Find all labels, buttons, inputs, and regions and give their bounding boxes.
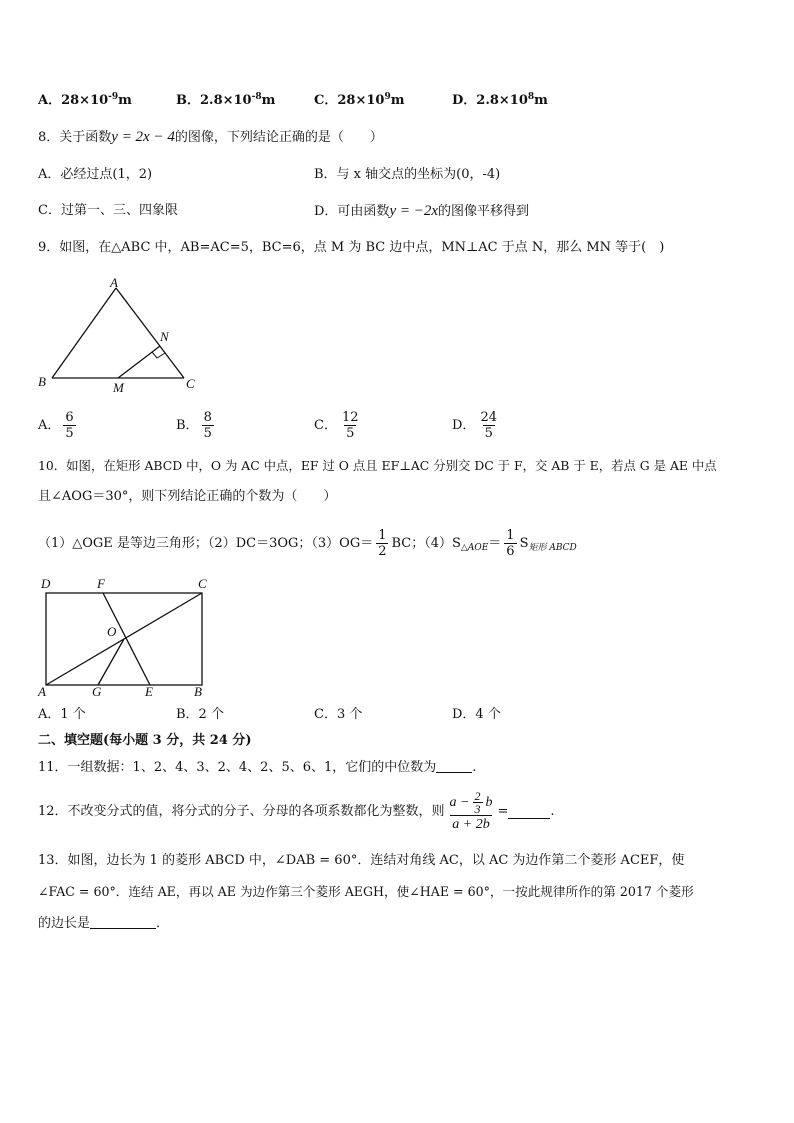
q10-label-f: F: [97, 576, 105, 591]
q7-option-c: C．$28\times 10^9m$: [314, 92, 405, 108]
q7-option-b: B．$2.8\times 10^{-8}m$: [176, 92, 276, 108]
q13-answer-blank[interactable]: [90, 916, 156, 929]
q12-fraction: a − $\frac{2}{3}$ b a + 2b: [449, 789, 493, 832]
q9-triangle-figure: [36, 276, 206, 396]
q9-option-c: C． $\frac{12}{5}$: [314, 410, 359, 441]
q9-option-b: B． $\frac{8}{5}$: [176, 410, 212, 441]
q10-stem-line2: 且∠AOG＝30°，则下列结论正确的个数为（ ）: [38, 489, 337, 504]
q9-label-c: C: [186, 376, 195, 391]
q9-label-a: A: [110, 276, 118, 290]
q10-label-d: D: [41, 576, 51, 591]
q10-label-g: G: [92, 684, 102, 699]
q10-option-a: A．1 个: [38, 707, 86, 722]
q13-stem-line3: 的边长是 ．: [38, 916, 170, 931]
q10-option-d: D．4 个: [452, 707, 501, 722]
q8-option-c: C．过第一、三、四象限: [38, 203, 178, 218]
q7-option-a: A．$28\times 10^{-9}m$: [38, 92, 132, 108]
q11-stem: 11．一组数据：1、2、4、3、2、4、2、5、6、1，它们的中位数为 .: [38, 760, 477, 775]
q13-stem-line2: ∠FAC = 60°．连结 AE，再以 AE 为边作第三个菱形 AEGH，使∠HAE = 60°，一按此规律所作的第 2017 个菱形: [38, 884, 694, 899]
q10-option-b: B．2 个: [176, 707, 224, 722]
q10-label-c: C: [198, 576, 207, 591]
q10-rectangle-figure: [36, 574, 216, 700]
q10-label-o: O: [107, 624, 117, 639]
q8-option-a: A．必经过点(1，2): [38, 167, 153, 182]
q9-option-d: D． $\frac{24}{5}$: [452, 410, 497, 441]
section-heading-fill-in: 二、填空题(每小题 3 分，共 24 分): [38, 733, 252, 748]
q8-option-d: D．可由函数y = −2x的图像平移得到: [314, 203, 530, 219]
q10-label-b: B: [194, 684, 202, 699]
q9-option-a: A． $\frac{6}{5}$: [38, 410, 74, 441]
q12-stem: 12．不改变分式的值，将分式的分子、分母的各项系数都化为整数，则 a − $\frac{2}{3}$ b a + 2b = .: [38, 789, 555, 832]
q8-stem: 8．关于函数y = 2x − 4的图像，下列结论正确的是（ ）: [38, 129, 383, 145]
q10-stem-line1: 10．如图，在矩形 ABCD 中，O 为 AC 中点，EF 过 O 点且 EF⊥AC 分别交 DC 于 F，交 AB 于 E，若点 G 是 AE 中点: [38, 458, 717, 473]
q8-option-b: B．与 x 轴交点的坐标为(0，-4): [314, 167, 501, 182]
q11-answer-blank[interactable]: [436, 760, 472, 773]
q10-option-c: C．3 个: [314, 707, 363, 722]
q13-stem-line1: 13．如图，边长为 1 的菱形 ABCD 中，∠DAB = 60°．连结对角线 AC，以 AC 为边作第二个菱形 ACEF，使: [38, 853, 685, 868]
q12-answer-blank[interactable]: [508, 806, 550, 819]
q9-label-b: B: [38, 374, 46, 389]
q9-label-m: M: [113, 380, 124, 395]
q9-label-n: N: [160, 329, 169, 344]
q9-stem: 9．如图，在△ABC 中，AB=AC=5，BC=6，点 M 为 BC 边中点，MN⊥AC 于点 N，那么 MN 等于( ): [38, 240, 665, 255]
q10-label-e: E: [145, 684, 153, 699]
q10-statements: （1）△OGE 是等边三角形；（2）DC＝3OG；（3）OG＝ $\frac{1}{2}$ BC；$(4)S_{\triangle AOE}=$ $\frac{1}{6}$ $S_{矩形 ABCD}$: [38, 528, 577, 559]
q7-option-d: D．$2.8\times 10^8m$: [452, 92, 548, 108]
q10-label-a: A: [38, 684, 46, 699]
